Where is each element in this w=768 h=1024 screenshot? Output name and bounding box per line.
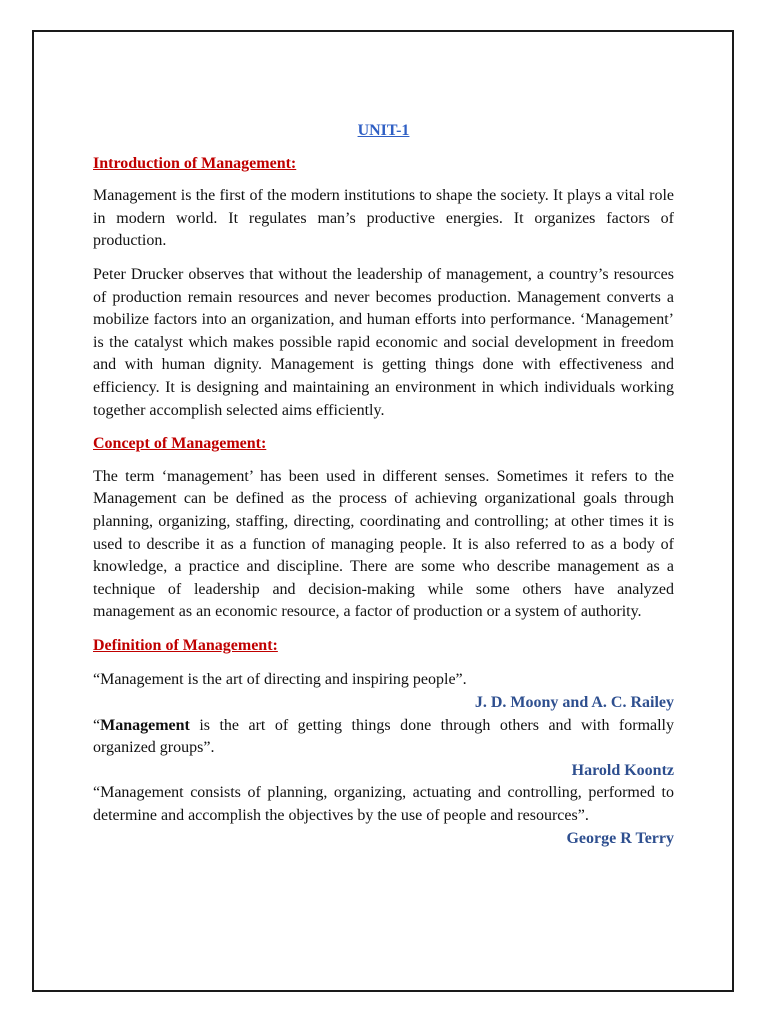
quote-open-mark: “ bbox=[93, 716, 101, 734]
introduction-paragraph: Management is the first of the modern institutions to shape the society. It plays a vital role in modern world. It regulates man’s productive energies. It organizes factors of production. bbox=[93, 187, 674, 250]
concept-paragraph: The term ‘management’ has been used in different senses. Sometimes it refers to the Management can be defined as the process of achieving organizational goals through planning, organizing, staffing, directing, coordinating and controlling; at other times it is used to describe it as a function of managing people. It is also referred to as a body of knowledge, a practice and discipline. There are some who describe management as a technique of leadership and decision-making while some others have analyzed management as an economic resource, a factor of production or a system of authority. bbox=[93, 467, 674, 621]
definition-author: J. D. Moony and A. C. Railey bbox=[474, 694, 674, 712]
definition-quote: “Management is the art of directing and inspiring people”. bbox=[93, 671, 467, 689]
section-heading-introduction: Introduction of Management: bbox=[93, 154, 297, 172]
unit-title: UNIT-1 bbox=[357, 122, 410, 139]
definition-quote: “Management consists of planning, organizing, actuating and controlling, performed to determine and accomplish the objectives by the use of people and resources”. bbox=[93, 784, 674, 825]
document-content bbox=[93, 120, 674, 850]
section-heading-concept: Concept of Management: bbox=[93, 435, 267, 453]
introduction-paragraph: Peter Drucker observes that without the leadership of management, a country’s resources of production remain resources and never becomes production. Management converts a mobilize factors into an organization, and human efforts into performance. ‘Management’ is the catalyst which makes possible rapid economic and social development in freedom and with human dignity. Management is getting things done with effectiveness and efficiency. It is designing and maintaining an environment in which individuals working together accomplish selected aims efficiently. bbox=[93, 265, 674, 419]
section-heading-definition: Definition of Management: bbox=[93, 636, 278, 654]
definition-author: George R Terry bbox=[566, 829, 674, 847]
definition-author: Harold Koontz bbox=[571, 761, 674, 779]
quote-text: is the art of getting things done through others and with formally organized groups”. bbox=[93, 716, 674, 757]
quote-bold-term: Management bbox=[100, 716, 190, 734]
definition-quote bbox=[93, 715, 674, 760]
